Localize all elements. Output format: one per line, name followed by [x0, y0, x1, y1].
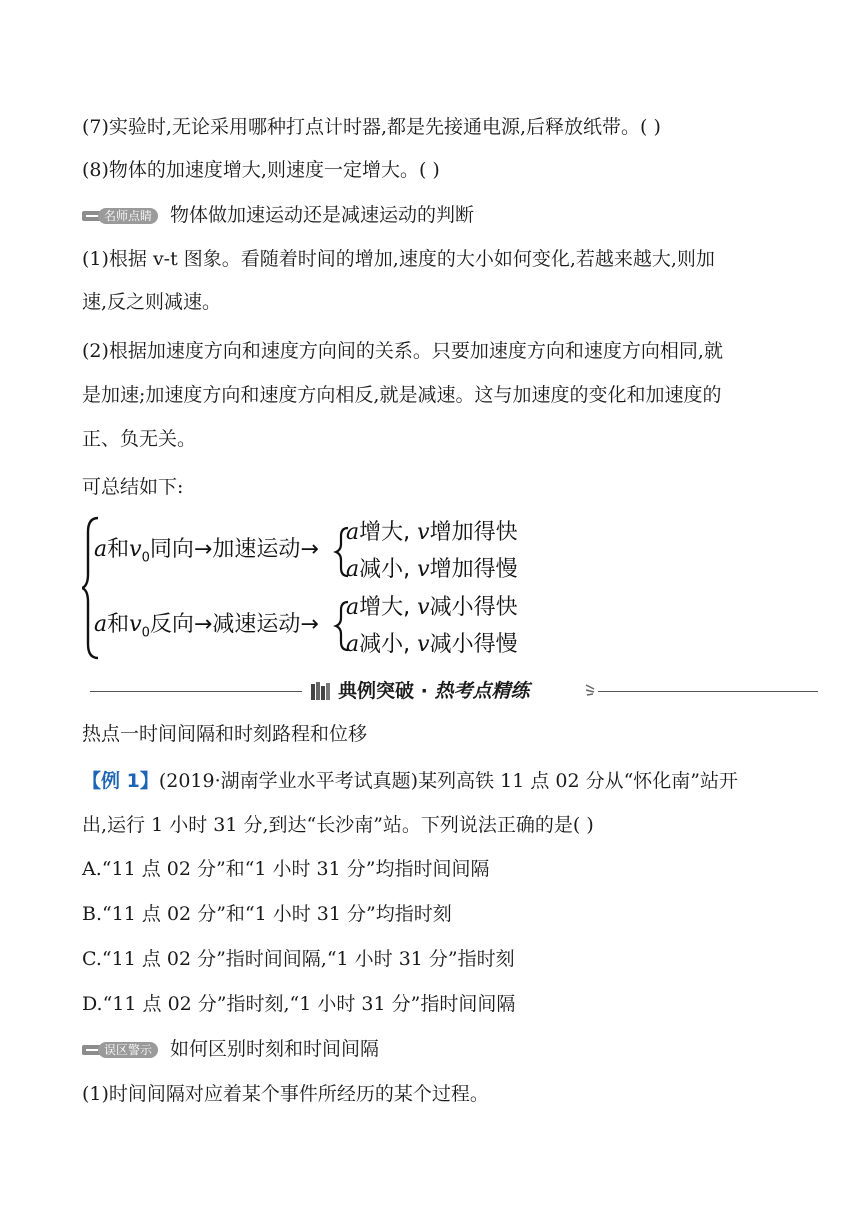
question-8: (8)物体的加速度增大,则速度一定增大。( ): [82, 159, 440, 181]
tip-badge: [82, 208, 168, 224]
section-header: [90, 677, 818, 707]
section-title: 典例突破 · 热考点精练: [338, 680, 530, 702]
motion-summary-diagram: [82, 514, 552, 662]
example-line2: 出,运行 1 小时 31 分,到达“长沙南”站。下列说法正确的是( ): [82, 814, 594, 836]
tip-heading: [82, 203, 474, 227]
tip-p2-line2: 是加速;加速度方向和速度方向相反,就是减速。这与加速度的变化和加速度的: [82, 384, 722, 406]
accel-inc-row: a增大, v增加得快: [346, 520, 518, 545]
option-a: A.“11 点 02 分”和“1 小时 31 分”均指时间间隔: [82, 858, 490, 880]
same-direction-branch: a和$v_0$同向→加速运动→: [94, 537, 319, 566]
example-label: 【例 1】: [82, 770, 159, 792]
tip2-p1: (1)时间间隔对应着某个事件所经历的某个过程。: [82, 1083, 489, 1105]
books-icon: [310, 680, 332, 702]
tip-p2-line3: 正、负无关。: [82, 428, 197, 450]
tip-p1-line1: (1)根据 v-t 图象。看随着时间的增加,速度的大小如何变化,若越来越大,则加: [82, 248, 715, 270]
example-line1: [82, 769, 738, 793]
hotspot-title: 热点一时间间隔和时刻路程和位移: [82, 723, 368, 745]
question-7: (7)实验时,无论采用哪种打点计时器,都是先接通电源,后释放纸带。( ): [82, 116, 661, 138]
option-c: C.“11 点 02 分”指时间间隔,“1 小时 31 分”指时刻: [82, 948, 515, 970]
tip2-heading: [82, 1037, 379, 1061]
tip2-title: 如何区别时刻和时间间隔: [170, 1038, 380, 1060]
opposite-direction-branch: a和$v_0$反向→减速运动→: [94, 612, 319, 641]
accel-dec-row: a减小, v增加得慢: [346, 557, 518, 582]
tip2-badge-label: 误区警示: [98, 1042, 158, 1058]
section-rule-right: [598, 691, 818, 692]
summary-label: 可总结如下:: [82, 476, 184, 498]
decel-dec-row: a减小, v减小得慢: [346, 632, 518, 657]
sparkle-icon: [584, 683, 596, 697]
option-d: D.“11 点 02 分”指时刻,“1 小时 31 分”指时间间隔: [82, 993, 516, 1015]
decel-inc-row: a增大, v减小得快: [346, 595, 518, 620]
option-b: B.“11 点 02 分”和“1 小时 31 分”均指时刻: [82, 903, 452, 925]
tip2-badge: [82, 1042, 168, 1058]
tip-title: 物体做加速运动还是减速运动的判断: [170, 204, 475, 226]
section-rule-left: [90, 691, 302, 692]
example-stem-line1: (2019·湖南学业水平考试真题)某列高铁 11 点 02 分从“怀化南”站开: [158, 770, 739, 792]
tip-p2-line1: (2)根据加速度方向和速度方向间的关系。只要加速度方向和速度方向相同,就: [82, 340, 723, 362]
tip-badge-label: 名师点睛: [98, 208, 158, 224]
tip-p1-line2: 速,反之则减速。: [82, 291, 222, 313]
